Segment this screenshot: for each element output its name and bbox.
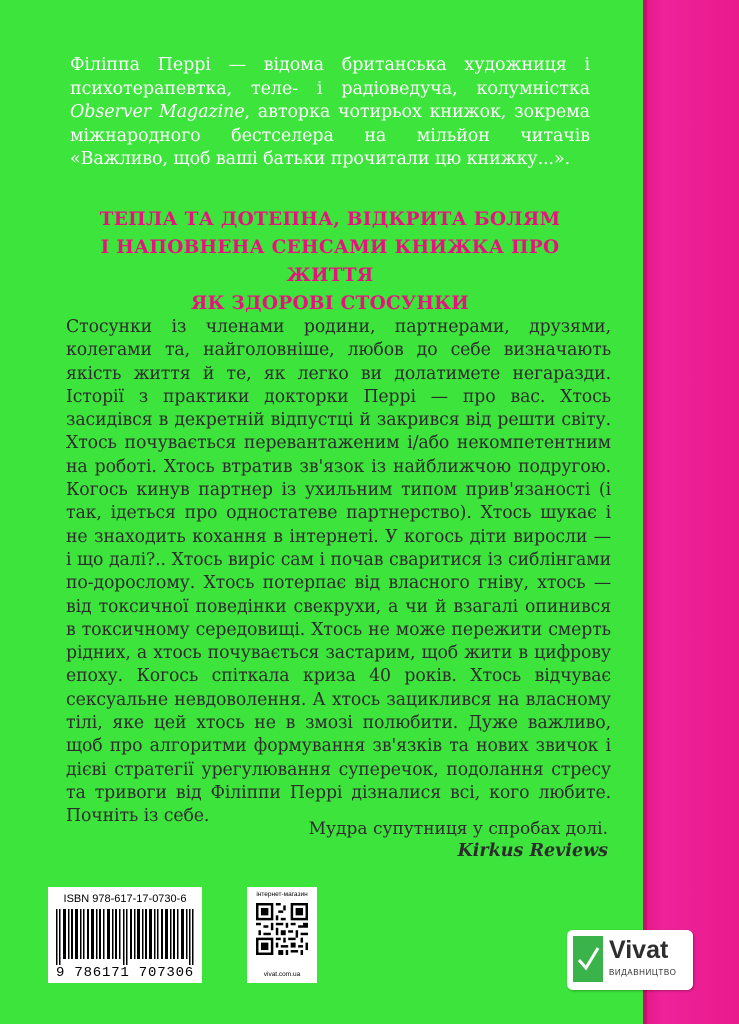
qr-bottom-label: vivat.com.ua bbox=[263, 971, 301, 978]
bio-text-1: Філіппа Перрі — відома британська художниця і психотерапевтка, теле- і радіоведуча, колумністка bbox=[70, 55, 590, 99]
review-quote: Мудра супутниця у спробах долі. bbox=[308, 819, 608, 839]
publisher-name: Vivat bbox=[609, 936, 669, 964]
isbn-label: ISBN 978-617-17-0730-6 bbox=[63, 893, 187, 905]
publisher-sub: ВИДАВНИЦТВО bbox=[609, 968, 677, 977]
qr-code-icon bbox=[256, 903, 308, 955]
bio-text-2: , авторка чотирьох книжок, зокрема міжнародного бестселера на мільйон читачів «Важливо, щоб ваші батьки прочитали цю книжку...». bbox=[70, 102, 591, 169]
headline-line-1: ТЕПЛА ТА ДОТЕПНА, ВІДКРИТА БОЛЯМ bbox=[99, 209, 561, 230]
barcode-number: 9 786171 707306 bbox=[55, 965, 195, 981]
spine-edge bbox=[643, 0, 647, 1024]
headline-line-2: І НАПОВНЕНА СЕНСАМИ КНИЖКА ПРО ЖИТТЯ bbox=[100, 237, 560, 286]
qr-code-box[interactable] bbox=[247, 887, 317, 983]
qr-top-label: інтернет-магазин bbox=[256, 891, 308, 898]
pink-spine-strip bbox=[643, 0, 739, 1024]
blurb-text: Стосунки із членами родини, партнерами, друзями, колегами та, найголовніше, любов до себе визначають якість життя й те, як легко ви долатимете негаразди. Історії з практики докторки Перрі — про вас. Хтось засидівся в декретній відпустці й закрився від решти світу. Хтось почувається перевантаженим і/або некомпетентним на роботі. Хтось втратив зв'язок із найближчою подругою. Когось кинув партнер із ухильним типом прив'язаності (і так, ідеться про одностатеве партнерство). Хтось шукає і не знаходить кохання в інтернеті. У когось діти виросли — і що далі?.. Хтось виріс сам і почав сваритися із сиблінгами по-дорослому. Хтось потерпає від власного гніву, хтось — від токсичної поведінки свекрухи, а чи й взагалі опинився в токсичному середовищі. Хтось не може пережити смерть рідних, а хтось почувається застарим, щоб жити в цифрову епоху. Когось спіткала криза 40 років. Хтось відчуває сексуальне невдоволення. А хтось зациклився на власному тілі, яке цей хтось не в змозі полюбити. Дуже важливо, щоб про алгоритми формування зв'язків та нових звичок і дієві стратегії урегулювання суперечок, подолання стресу та тривоги від Філіппи Перрі дізналися всі, кого любите. Почніть із себе. bbox=[66, 317, 611, 827]
review-source: Kirkus Reviews bbox=[457, 841, 608, 861]
headline bbox=[60, 206, 600, 318]
vivat-check-icon bbox=[573, 936, 603, 982]
bio-magazine: Observer Magazine bbox=[70, 102, 245, 122]
publisher-logo bbox=[567, 930, 693, 990]
isbn-barcode bbox=[48, 887, 202, 983]
barcode-bars bbox=[56, 909, 194, 965]
headline-line-3: ЯК ЗДОРОВІ СТОСУНКИ bbox=[190, 293, 470, 314]
vivat-leaf-icon bbox=[573, 936, 603, 982]
author-bio bbox=[70, 54, 590, 172]
